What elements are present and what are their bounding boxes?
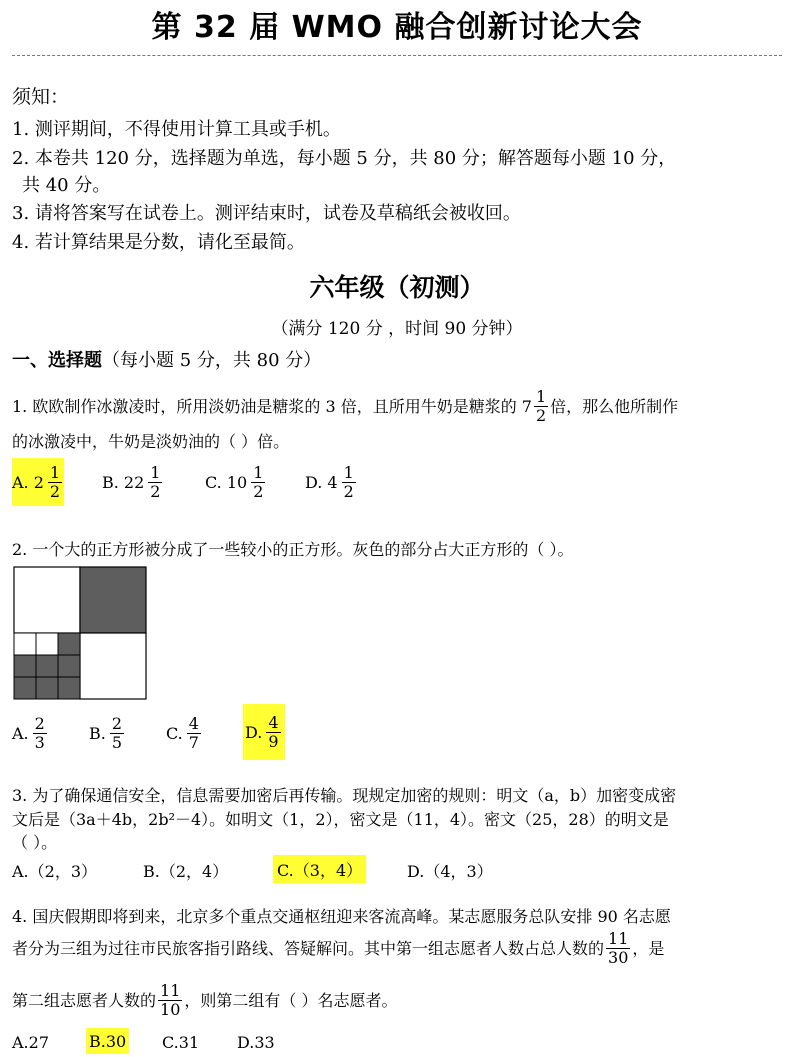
q1-fraction bbox=[534, 388, 548, 425]
q2-cell-top-right bbox=[80, 567, 146, 633]
q1-option-a-den: 2 bbox=[49, 481, 61, 501]
q2-small-9 bbox=[58, 677, 80, 699]
q1-option-d-den: 2 bbox=[343, 481, 354, 501]
q1-frac-den: 2 bbox=[535, 406, 547, 425]
q3-option-b[interactable]: B.（2，4） bbox=[143, 861, 229, 881]
q1-option-b-label: B. 22 bbox=[102, 472, 145, 492]
notice-rule-1: 1. 测评期间，不得使用计算工具或手机。 bbox=[12, 119, 341, 140]
q4-fraction-1 bbox=[606, 930, 630, 967]
section-heading bbox=[12, 346, 321, 372]
question-4-line-1: 4. 国庆假期即将到来，北京多个重点交通枢纽迎来客流高峰。某志愿服务总队安排 90 名志愿 bbox=[12, 907, 671, 926]
question-1-line-2: 的冰激凌中，牛奶是淡奶油的（ ）倍。 bbox=[12, 432, 290, 451]
q4-frac1-num: 11 bbox=[608, 929, 629, 948]
q2-small-7 bbox=[14, 677, 36, 699]
q2-option-b-label: B. bbox=[89, 723, 106, 743]
notice-rule-2: 2. 本卷共 120 分，选择题为单选，每小题 5 分，共 80 分；解答题每小题 10 分， bbox=[12, 148, 677, 169]
q2-small-3 bbox=[58, 633, 80, 655]
q1-option-c-label: C. 10 bbox=[205, 472, 248, 492]
question-2-text: 2. 一个大的正方形被分成了一些较小的正方形。灰色的部分占大正方形的（ ）。 bbox=[12, 540, 574, 559]
q2-small-5 bbox=[36, 655, 58, 677]
notice-rule-2-cont: 共 40 分。 bbox=[22, 175, 111, 196]
q4-option-b[interactable]: B.30 bbox=[86, 1028, 129, 1054]
q1-option-b-den: 2 bbox=[150, 481, 161, 501]
q4-frac2-den: 10 bbox=[160, 1000, 181, 1019]
q1-text-a: 1. 欧欧制作冰激凌时，所用淡奶油是糖浆的 3 倍，且所用牛奶是糖浆的 7 bbox=[12, 396, 532, 416]
q2-option-d[interactable] bbox=[243, 704, 285, 760]
q2-option-c-label: C. bbox=[166, 723, 183, 743]
section-note: （每小题 5 分，共 80 分） bbox=[102, 350, 322, 371]
q3-option-d[interactable]: D.（4，3） bbox=[407, 861, 493, 881]
question-4-line-3 bbox=[12, 982, 397, 1019]
q2-small-2 bbox=[36, 633, 58, 655]
q2-option-c[interactable] bbox=[166, 708, 203, 758]
q1-option-a-num: 1 bbox=[49, 462, 61, 482]
q1-option-c-den: 2 bbox=[253, 481, 264, 501]
exam-info: （满分 120 分 ，时间 90 分钟） bbox=[271, 319, 523, 339]
q2-option-a-den: 3 bbox=[34, 732, 45, 752]
q2-cell-top-left bbox=[14, 567, 80, 633]
document-title: 第 32 届 WMO 融合创新讨论大会 bbox=[151, 10, 643, 45]
notice-heading: 须知： bbox=[12, 86, 70, 108]
question-1-line-1 bbox=[12, 388, 678, 425]
q1-option-c[interactable] bbox=[205, 460, 267, 504]
q1-option-d-num: 1 bbox=[343, 462, 354, 482]
question-3-line-2: 文后是（3a＋4b，2b²－4）。如明文（1，2），密文是（11，4）。密文（25，28）的明文是 bbox=[12, 810, 669, 829]
q2-option-b-num: 2 bbox=[111, 713, 123, 733]
notice-rule-3: 3. 请将答案写在试卷上。测评结束时，试卷及草稿纸会被收回。 bbox=[12, 203, 521, 224]
dashed-divider bbox=[12, 55, 782, 56]
q2-square-svg bbox=[13, 566, 147, 700]
question-3-line-3: （ ）。 bbox=[12, 833, 58, 852]
q4-frac1-den: 30 bbox=[608, 948, 629, 967]
question-4-line-2 bbox=[12, 930, 664, 967]
q4-option-d[interactable]: D.33 bbox=[237, 1032, 275, 1052]
q2-cell-bottom-right bbox=[80, 633, 146, 699]
q2-option-b[interactable] bbox=[89, 708, 126, 758]
q1-option-a-label: A. 2 bbox=[12, 472, 44, 492]
q2-option-a-num: 2 bbox=[34, 713, 45, 733]
q2-option-c-den: 7 bbox=[188, 732, 199, 752]
section-title: 一、选择题 bbox=[12, 350, 102, 371]
q2-option-d-den: 9 bbox=[268, 731, 279, 751]
q2-small-1 bbox=[14, 633, 36, 655]
q4-option-c[interactable]: C.31 bbox=[162, 1032, 200, 1052]
q1-frac-num: 1 bbox=[535, 387, 547, 406]
q2-option-d-num: 4 bbox=[268, 712, 279, 732]
q2-small-6 bbox=[58, 655, 80, 677]
q1-option-d-label: D. 4 bbox=[305, 472, 338, 492]
q2-option-d-label: D. bbox=[245, 722, 263, 742]
q1-option-c-num: 1 bbox=[253, 462, 264, 482]
q1-option-d[interactable] bbox=[305, 460, 358, 504]
q2-option-c-num: 4 bbox=[188, 713, 199, 733]
q1-option-b-num: 1 bbox=[150, 462, 161, 482]
q1-option-a[interactable] bbox=[12, 458, 64, 506]
q4-line3-text-a: 第二组志愿者人数的 bbox=[12, 990, 157, 1010]
q2-square-figure bbox=[13, 566, 147, 700]
question-3-line-1: 3. 为了确保通信安全，信息需要加密后再传输。现规定加密的规则：明文（a，b）加密变成密 bbox=[12, 786, 677, 805]
grade-title: 六年级（初测） bbox=[309, 273, 485, 302]
q2-option-a[interactable] bbox=[12, 708, 49, 758]
q1-option-b[interactable] bbox=[102, 460, 164, 504]
q4-frac2-num: 11 bbox=[160, 981, 181, 1000]
q2-option-b-den: 5 bbox=[111, 732, 123, 752]
q4-line2-text-b: ，是 bbox=[632, 938, 665, 958]
q1-text-b: 倍，那么他所制作 bbox=[550, 396, 679, 416]
q2-option-a-label: A. bbox=[12, 723, 29, 743]
q3-option-a[interactable]: A.（2，3） bbox=[12, 861, 98, 881]
q4-line3-text-b: ，则第二组有（ ）名志愿者。 bbox=[184, 990, 398, 1010]
q2-small-8 bbox=[36, 677, 58, 699]
q4-line2-text-a: 者分为三组为过往市民旅客指引路线、答疑解问。其中第一组志愿者人数占总人数的 bbox=[12, 938, 605, 958]
q3-option-c[interactable]: C.（3，4） bbox=[273, 855, 366, 883]
q2-small-4 bbox=[14, 655, 36, 677]
q4-option-a[interactable]: A.27 bbox=[12, 1032, 49, 1052]
notice-rule-4: 4. 若计算结果是分数，请化至最简。 bbox=[12, 232, 305, 253]
q4-fraction-2 bbox=[158, 982, 182, 1019]
